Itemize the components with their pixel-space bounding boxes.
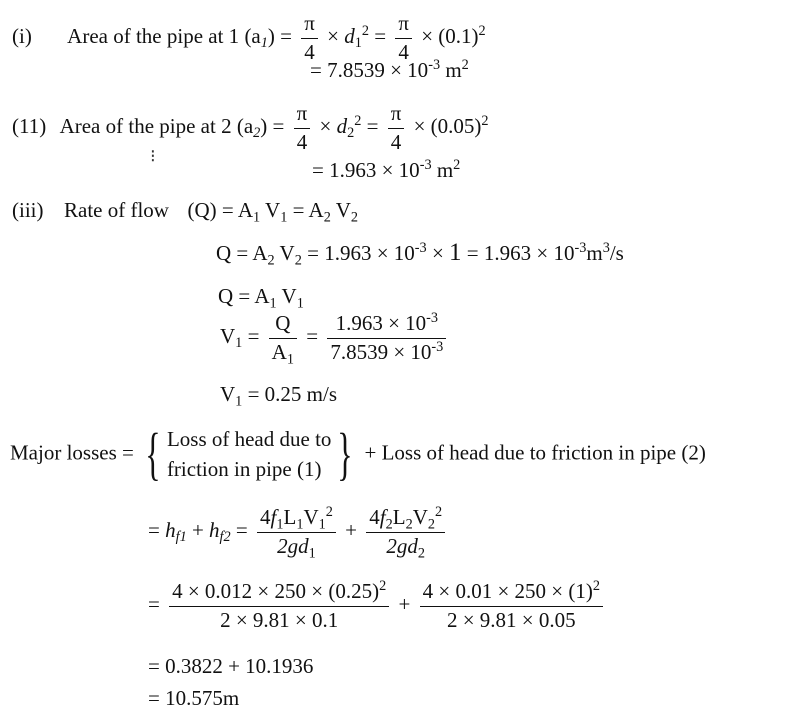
velocity-1-result: $V_1 = 0.25$ m/s xyxy=(220,382,337,410)
step-iii-label: (iii) xyxy=(12,198,44,222)
major-losses-line: Major losses = { Loss of head due to friction in pipe (1) } + Loss of head due to friction in pipe (2) xyxy=(10,421,706,487)
final-answer-line xyxy=(148,688,239,709)
diameter-1-value: (0.1) xyxy=(438,23,479,48)
step-iii-line1: (iii) Rate of flow $(Q) = A_1$ $V_1 = A_2$ $V_2$ xyxy=(12,198,359,226)
diameter-2-value: (0.05) xyxy=(430,113,482,138)
head-loss-formula-line: = $h_{f1} + h_{f2}$ = $\frac{4f_1L_1V_1^2}{2gd_1}$ + $\frac{4f_2L_2V_2^2}{2gd_2}$ xyxy=(148,506,449,558)
step-i-text: Area of the pipe at 1 xyxy=(67,23,240,48)
sum-line: = 0.3822 + 10.1936 xyxy=(148,654,314,678)
velocity-fraction: $\frac{1.963 \times 10^{-3}}{7.8539 \times 10^{-3}}$ xyxy=(327,312,446,364)
flow-rate-line: $Q = A_2$ $V_2 = 1.963 \times 10^{-3} \times 1 = 1.963 \times 10^{-3}m^3/s$ xyxy=(216,239,624,269)
step-ii-label: (11) xyxy=(12,113,47,138)
step-i-result: = $7.8539 \times 10^{-3}$ $m^2$ xyxy=(310,57,469,82)
pi-over-4-fraction: $\frac{\pi}{4}$ xyxy=(301,12,318,64)
continuity-line: $Q = A_1$ $V_1$ xyxy=(218,284,304,312)
step-i-line1: (i) Area of the pipe at 1 $(a_1)$ = $\frac{\pi}{4}$ × $d_1^2$ = $\frac{\pi}{4}$ × $(0.1)^2$ xyxy=(12,11,486,64)
final-answer: = 10.575m xyxy=(148,686,240,710)
numeric-substitution-line: = $\frac{4 \times 0.012 \times 250 \times (0.25)^2}{2 \times 9.81 \times 0.1}$ + $\frac{4 \times 0.01 \times 250 \times (1)^2}{2 \times 9.81 \times 0.05}$ xyxy=(148,580,607,632)
step-ii-result: = $1.963 \times 10^{-3}$ $m^2$ xyxy=(312,157,461,182)
brace-text: Loss of head due to friction in pipe (1) xyxy=(166,427,332,482)
velocity-1-line: $V_1$ = $\frac{Q}{A_1}$ = $\frac{1.963 \times 10^{-3}}{7.8539 \times 10^{-3}}$ xyxy=(220,312,450,364)
major-losses-label: Major losses = xyxy=(10,440,134,465)
scan-speck-mark: ⁝ xyxy=(150,146,156,166)
step-i-label: (i) xyxy=(12,23,32,48)
step-ii-line1: (11) Area of the pipe at 2 $(a_2)$ = $\frac{\pi}{4}$ × $d_2^2$ = $\frac{\pi}{4}$ × $(0.05)^2$ xyxy=(12,101,489,154)
step-ii-text: Area of the pipe at 2 xyxy=(59,113,232,138)
